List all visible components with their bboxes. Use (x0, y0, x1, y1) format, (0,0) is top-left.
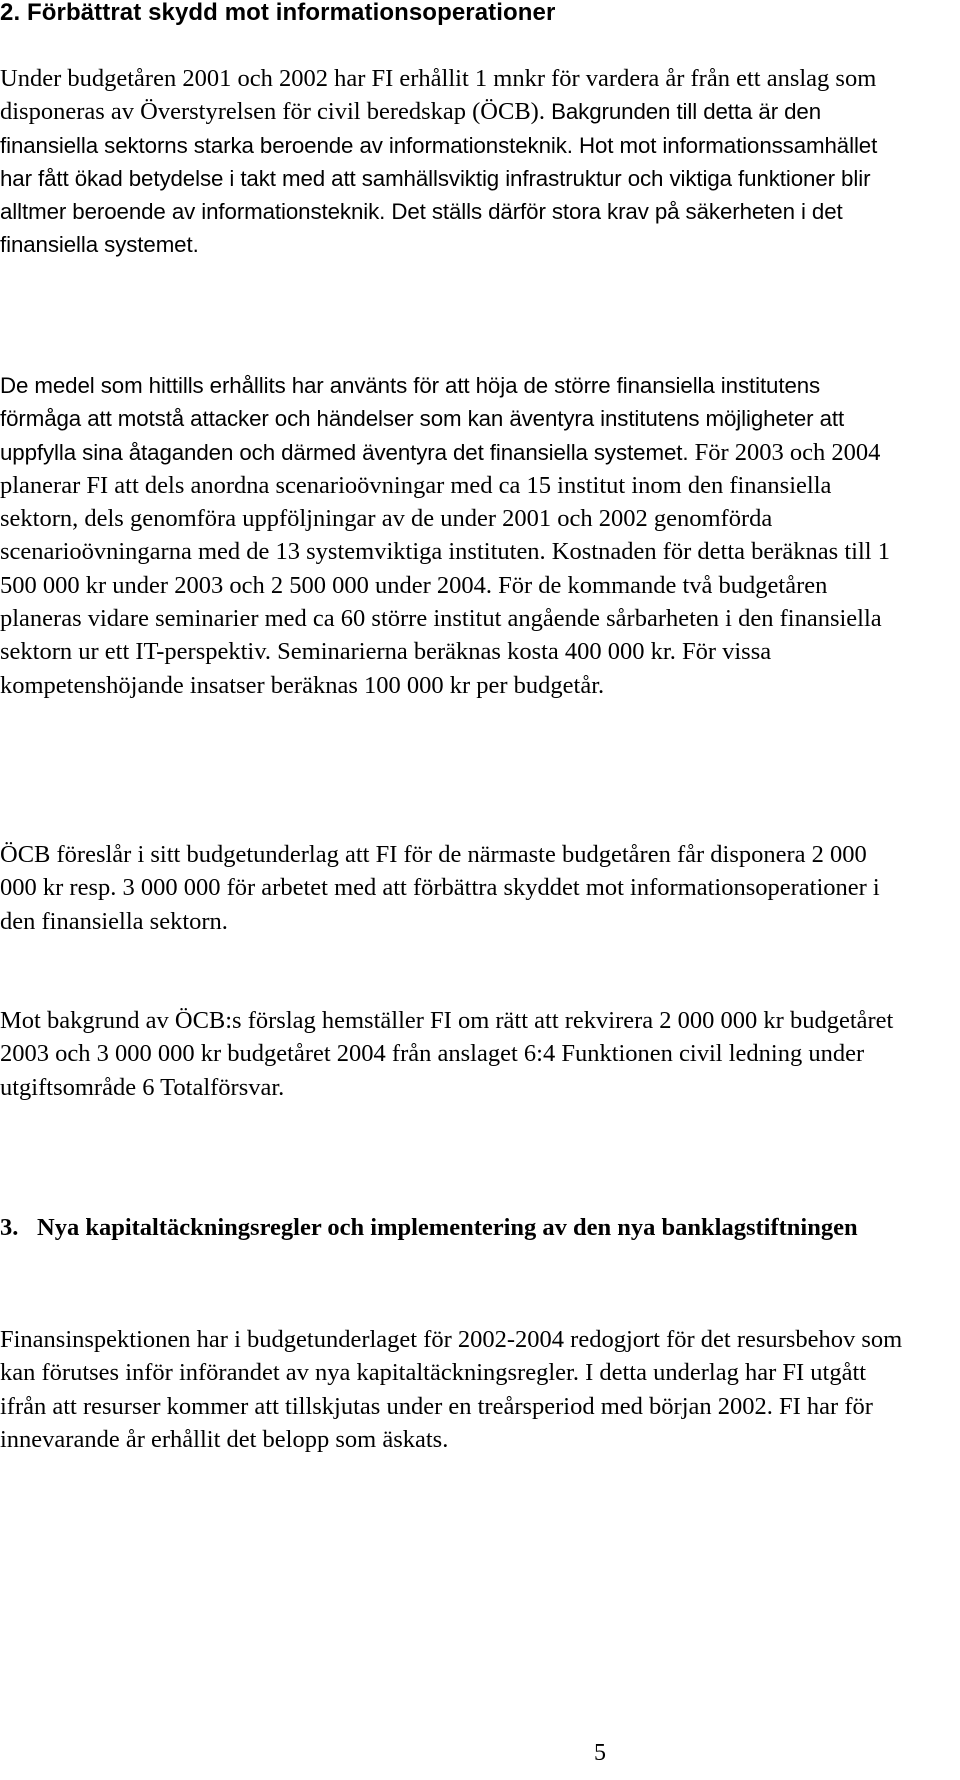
section-2-paragraph-2-serif-text: För 2003 och 2004 planerar FI att dels anordna scenarioövningar med ca 15 institut inom den finansiella sektorn, dels genomföra uppföljningar av de under 2001 och 2002 genomförda scenarioövningarna med de 13 systemviktiga instituten. Kostnaden för detta beräknas till 1 500 000 kr under 2003 och 2 500 000 under 2004. För de kommande två budgetåren planeras vidare seminarier med ca 60 större institut angående sårbarheten i den finansiella sektorn ur ett IT-perspektiv. Seminarierna beräknas kosta 400 000 kr. För vissa kompetenshöjande insatser beräknas 100 000 kr per budgetår. (0, 438, 890, 699)
section-2-paragraph-3: ÖCB föreslår i sitt budgetunderlag att FI för de närmaste budgetåren får disponera 2 000 000 kr resp. 3 000 000 för arbetet med att förbättra skyddet mot informationsoperationer i den finansiella sektorn. (0, 841, 880, 935)
section-2-heading: 2. Förbättrat skydd mot informationsoperationer (0, 0, 556, 26)
section-2-paragraph-2 (0, 369, 905, 702)
section-3-heading (0, 1211, 860, 1244)
section-3-number: 3. (0, 1214, 19, 1241)
page-number: 5 (594, 1740, 606, 1766)
section-2-paragraph-1-sans-text: Bakgrunden till detta är den finansiella sektorns starka beroende av informationsteknik. Hot mot informationssamhället har fått ökad betydelse i takt med att samhällsviktig infrastruktur och viktiga funktioner blir alltmer beroende av informationsteknik. Det ställs därför stora krav på säkerheten i det finansiella systemet. (0, 99, 878, 258)
section-2-paragraph-1 (0, 62, 905, 262)
section-3-title: Nya kapitaltäckningsregler och implementering av den nya banklagstiftningen (37, 1214, 858, 1241)
section-2-paragraph-4: Mot bakgrund av ÖCB:s förslag hemställer FI om rätt att rekvirera 2 000 000 kr budgetåret 2003 och 3 000 000 kr budgetåret 2004 från anslaget 6:4 Funktionen civil ledning under utgiftsområde 6 Totalförsvar. (0, 1007, 894, 1101)
section-2-paragraph-1-serif-text: Under budgetåren 2001 och 2002 har FI erhållit 1 mnkr för vardera år från ett anslag som disponeras av Överstyrelsen för civil beredskap (ÖCB). (0, 65, 877, 126)
section-3-paragraph-1: Finansinspektionen har i budgetunderlaget för 2002-2004 redogjort för det resursbehov som kan förutses inför införandet av nya kapitaltäckningsregler. I detta underlag har FI utgått ifrån att resurser kommer att tillskjutas under en treårsperiod med början 2002. FI har för innevarande år erhållit det belopp som äskats. (0, 1326, 903, 1453)
section-2-paragraph-2-sans-text: De medel som hittills erhållits har använts för att höja de större finansiella institutens förmåga att motstå attacker och händelser som kan äventyra institutens möjligheter att uppfylla sina åtaganden och därmed äventyra det finansiella systemet. (0, 373, 845, 465)
